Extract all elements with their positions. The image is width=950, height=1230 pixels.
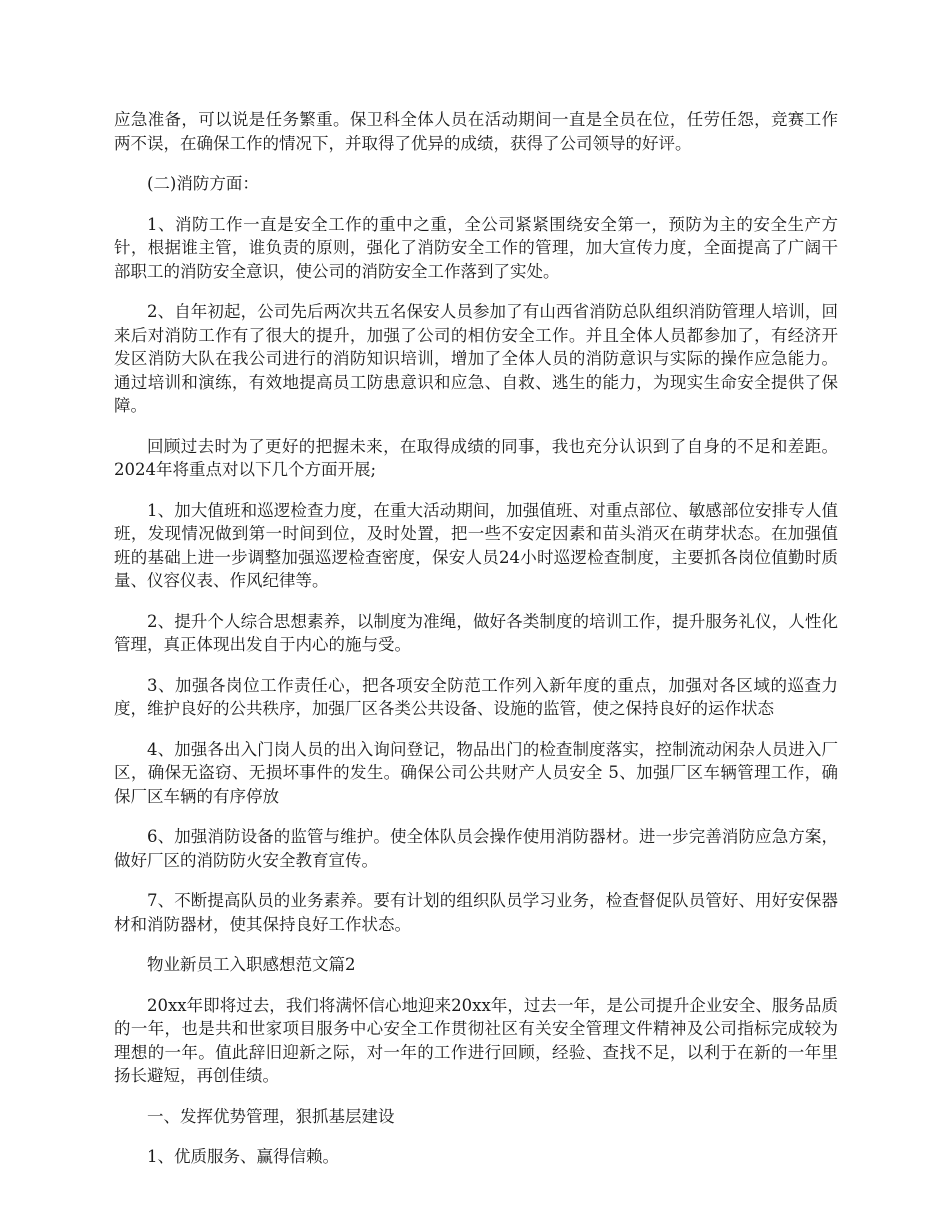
paragraph: 7、不断提高队员的业务素养。要有计划的组织队员学习业务，检查督促队员管好、用好安保器材和消防器材，使其保持良好工作状态。	[114, 891, 838, 934]
document-body	[114, 108, 838, 1186]
section-heading: 一、发挥优势管理，狠抓基层建设	[147, 1106, 395, 1126]
paragraph: 3、加强各岗位工作责任心，把各项安全防范工作列入新年度的重点，加强对各区域的巡查力度，维护良好的公共秩序，加强厂区各类公共设备、设施的监管，使之保持良好的运作状态	[114, 675, 838, 718]
article-title: 物业新员工入职感想范文篇2	[147, 955, 356, 974]
section-heading: (二)消防方面：	[147, 174, 259, 193]
paragraph: 应急准备，可以说是任务繁重。保卫科全体人员在活动期间一直是全员在位，任劳任怨，竞赛工作两不误，在确保工作的情况下，并取得了优异的成绩，获得了公司领导的好评。	[114, 110, 838, 153]
paragraph: 1、优质服务、赢得信赖。	[147, 1147, 339, 1166]
paragraph: 1、消防工作一直是安全工作的重中之重，全公司紧紧围绕安全第一，预防为主的安全生产方针，根据谁主管，谁负责的原则，强化了消防安全工作的管理，加大宣传力度，全面提高了广阔干部职工的消防安全意识，使公司的消防安全工作落到了实处。	[114, 214, 838, 281]
paragraph: 2、提升个人综合思想素养，以制度为准绳，做好各类制度的培训工作，提升服务礼仪，人性化管理，真正体现出发自于内心的施与受。	[114, 611, 838, 654]
paragraph: 2、自年初起，公司先后两次共五名保安人员参加了有山西省消防总队组织消防管理人培训，回来后对消防工作有了很大的提升，加强了公司的相仿安全工作。并且全体人员都参加了，有经济开发区消防大队在我公司进行的消防知识培训，增加了全体人员的消防意识与实际的操作应急能力。通过培训和演练，有效地提高员工防患意识和应急、自救、逃生的能力，为现实生命安全提供了保障。	[114, 302, 838, 415]
paragraph: 4、加强各出入门岗人员的出入询问登记，物品出门的检查制度落实，控制流动闲杂人员进入厂区，确保无盗窃、无损坏事件的发生。确保公司公共财产人员安全 5、加强厂区车辆管理工作，确保厂区车辆的有序停放	[114, 739, 838, 806]
paragraph: 20xx年即将过去，我们将满怀信心地迎来20xx年，过去一年，是公司提升企业安全、服务品质的一年，也是共和世家项目服务中心安全工作贯彻社区有关安全管理文件精神及公司指标完成较为理想的一年。值此辞旧迎新之际，对一年的工作进行回顾，经验、查找不足，以利于在新的一年里扬长避短，再创佳绩。	[114, 995, 838, 1085]
paragraph: 回顾过去时为了更好的把握未来，在取得成绩的同事，我也充分认识到了自身的不足和差距。2024年将重点对以下几个方面开展;	[114, 436, 838, 479]
paragraph: 1、加大值班和巡逻检查力度，在重大活动期间，加强值班、对重点部位、敏感部位安排专人值班，发现情况做到第一时间到位，及时处置，把一些不安定因素和苗头消灭在萌芽状态。在加强值班的基础上进一步调整加强巡逻检查密度，保安人员24小时巡逻检查制度，主要抓各岗位值勤时质量、仪容仪表、作风纪律等。	[114, 500, 838, 590]
paragraph: 6、加强消防设备的监管与维护。使全体队员会操作使用消防器材。进一步完善消防应急方案，做好厂区的消防防火安全教育宣传。	[114, 827, 838, 870]
